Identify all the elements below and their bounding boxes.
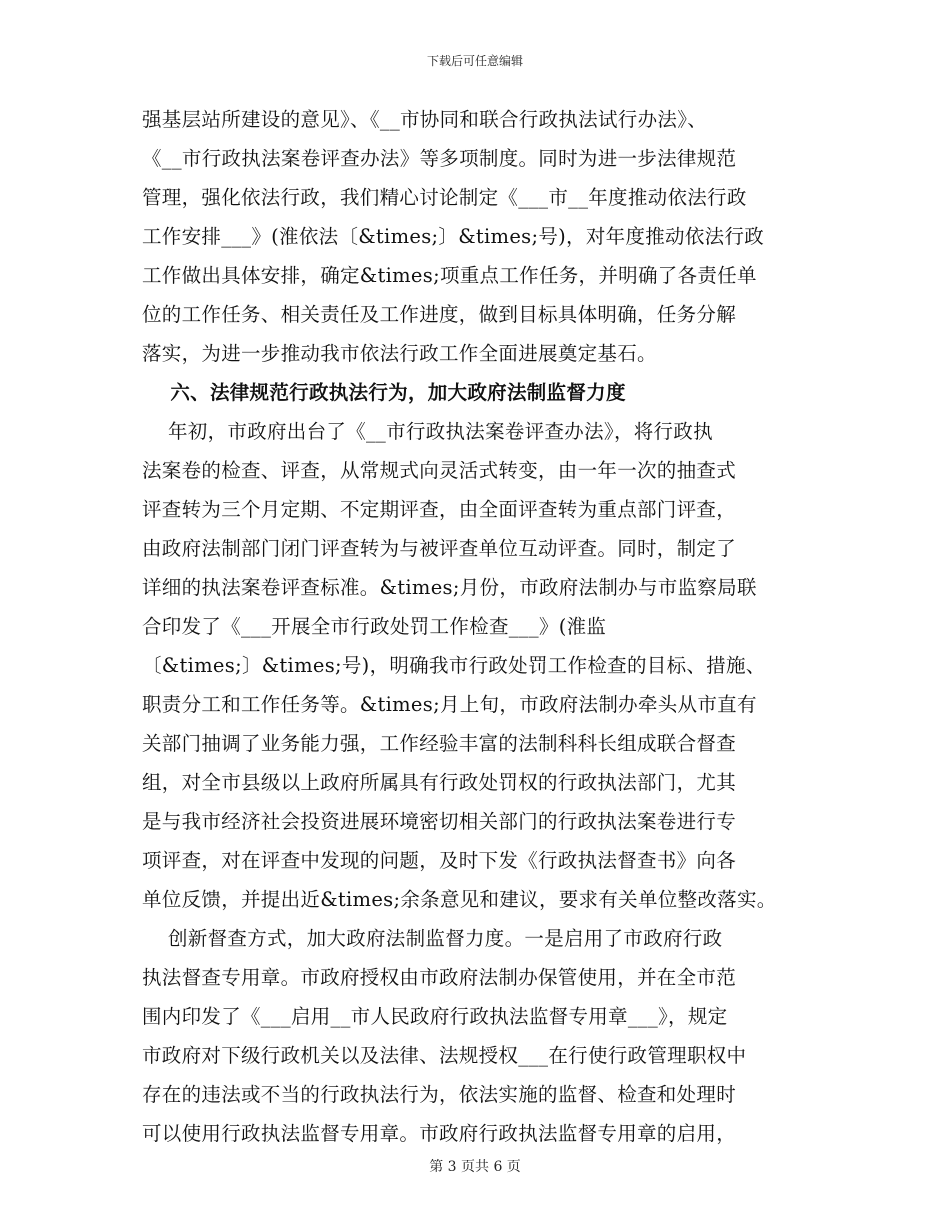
body-text-line: 《__市行政执法案卷评查办法》等多项制度。同时为进一步法律规范 [142, 147, 737, 170]
body-text-line: 职责分工和工作任务等。&times;月上旬，市政府法制办牵头从市直有 [142, 693, 757, 716]
body-text-line: 执法督查专用章。市政府授权由市政府法制办保管使用，并在全市范 [142, 966, 737, 989]
page-footer: 第 3 页共 6 页 [429, 1159, 521, 1175]
section-heading: 六、法律规范行政执法行为，加大政府法制监督力度 [142, 381, 626, 404]
page-header: 下载后可任意编辑 [426, 54, 523, 68]
body-text-line: 管理，强化依法行政，我们精心讨论制定《___市__年度推动依法行政 [142, 186, 747, 209]
body-text-line: 工作安排___》(淮依法〔&times;〕&times;号)，对年度推动依法行政 [142, 225, 765, 248]
body-text-line: 年初，市政府出台了《__市行政执法案卷评查办法》，将行政执 [142, 420, 713, 443]
body-text-line: 工作做出具体安排，确定&times;项重点工作任务，并明确了各责任单 [142, 264, 757, 287]
body-text-line: 详细的执法案卷评查标准。&times;月份，市政府法制办与市监察局联 [142, 576, 757, 599]
body-text-line: 单位反馈，并提出近&times;余条意见和建议，要求有关单位整改落实。 [142, 888, 777, 911]
body-text-line: 法案卷的检查、评查，从常规式向灵活式转变，由一年一次的抽查式 [142, 459, 737, 482]
body-text-line: 合印发了《___开展全市行政处罚工作检查___》(淮监 [142, 615, 607, 638]
body-text-line: 项评查，对在评查中发现的问题，及时下发《行政执法督查书》向各 [142, 849, 737, 872]
body-text-line: 可以使用行政执法监督专用章。市政府行政执法监督专用章的启用， [142, 1122, 737, 1145]
body-text-line: 存在的违法或不当的行政执法行为，依法实施的监督、检查和处理时 [142, 1083, 737, 1106]
body-text-line: 落实，为进一步推动我市依法行政工作全面进展奠定基石。 [142, 342, 657, 365]
body-text-line: 是与我市经济社会投资进展环境密切相关部门的行政执法案卷进行专 [142, 810, 737, 833]
body-text-line: 位的工作任务、相关责任及工作进度，做到目标具体明确，任务分解 [142, 303, 737, 326]
body-text-line: 围内印发了《___启用__市人民政府行政执法监督专用章___》，规定 [142, 1005, 728, 1028]
body-text-line: 〔&times;〕&times;号)，明确我市行政处罚工作检查的目标、措施、 [142, 654, 766, 677]
body-text-line: 强基层站所建设的意见》、《__市协同和联合行政执法试行办法》、 [142, 108, 708, 131]
body-text-line: 市政府对下级行政机关以及法律、法规授权___在行使行政管理职权中 [142, 1044, 747, 1067]
body-text-line: 创新督查方式，加大政府法制监督力度。一是启用了市政府行政 [142, 927, 723, 950]
document-body [142, 100, 828, 1153]
body-text-line: 关部门抽调了业务能力强，工作经验丰富的法制科科长组成联合督查 [142, 732, 737, 755]
body-text-line: 组，对全市县级以上政府所属具有行政处罚权的行政执法部门，尤其 [142, 771, 737, 794]
body-text-line: 由政府法制部门闭门评查转为与被评查单位互动评查。同时，制定了 [142, 537, 737, 560]
body-text-line: 评查转为三个月定期、不定期评查，由全面评查转为重点部门评查， [142, 498, 737, 521]
